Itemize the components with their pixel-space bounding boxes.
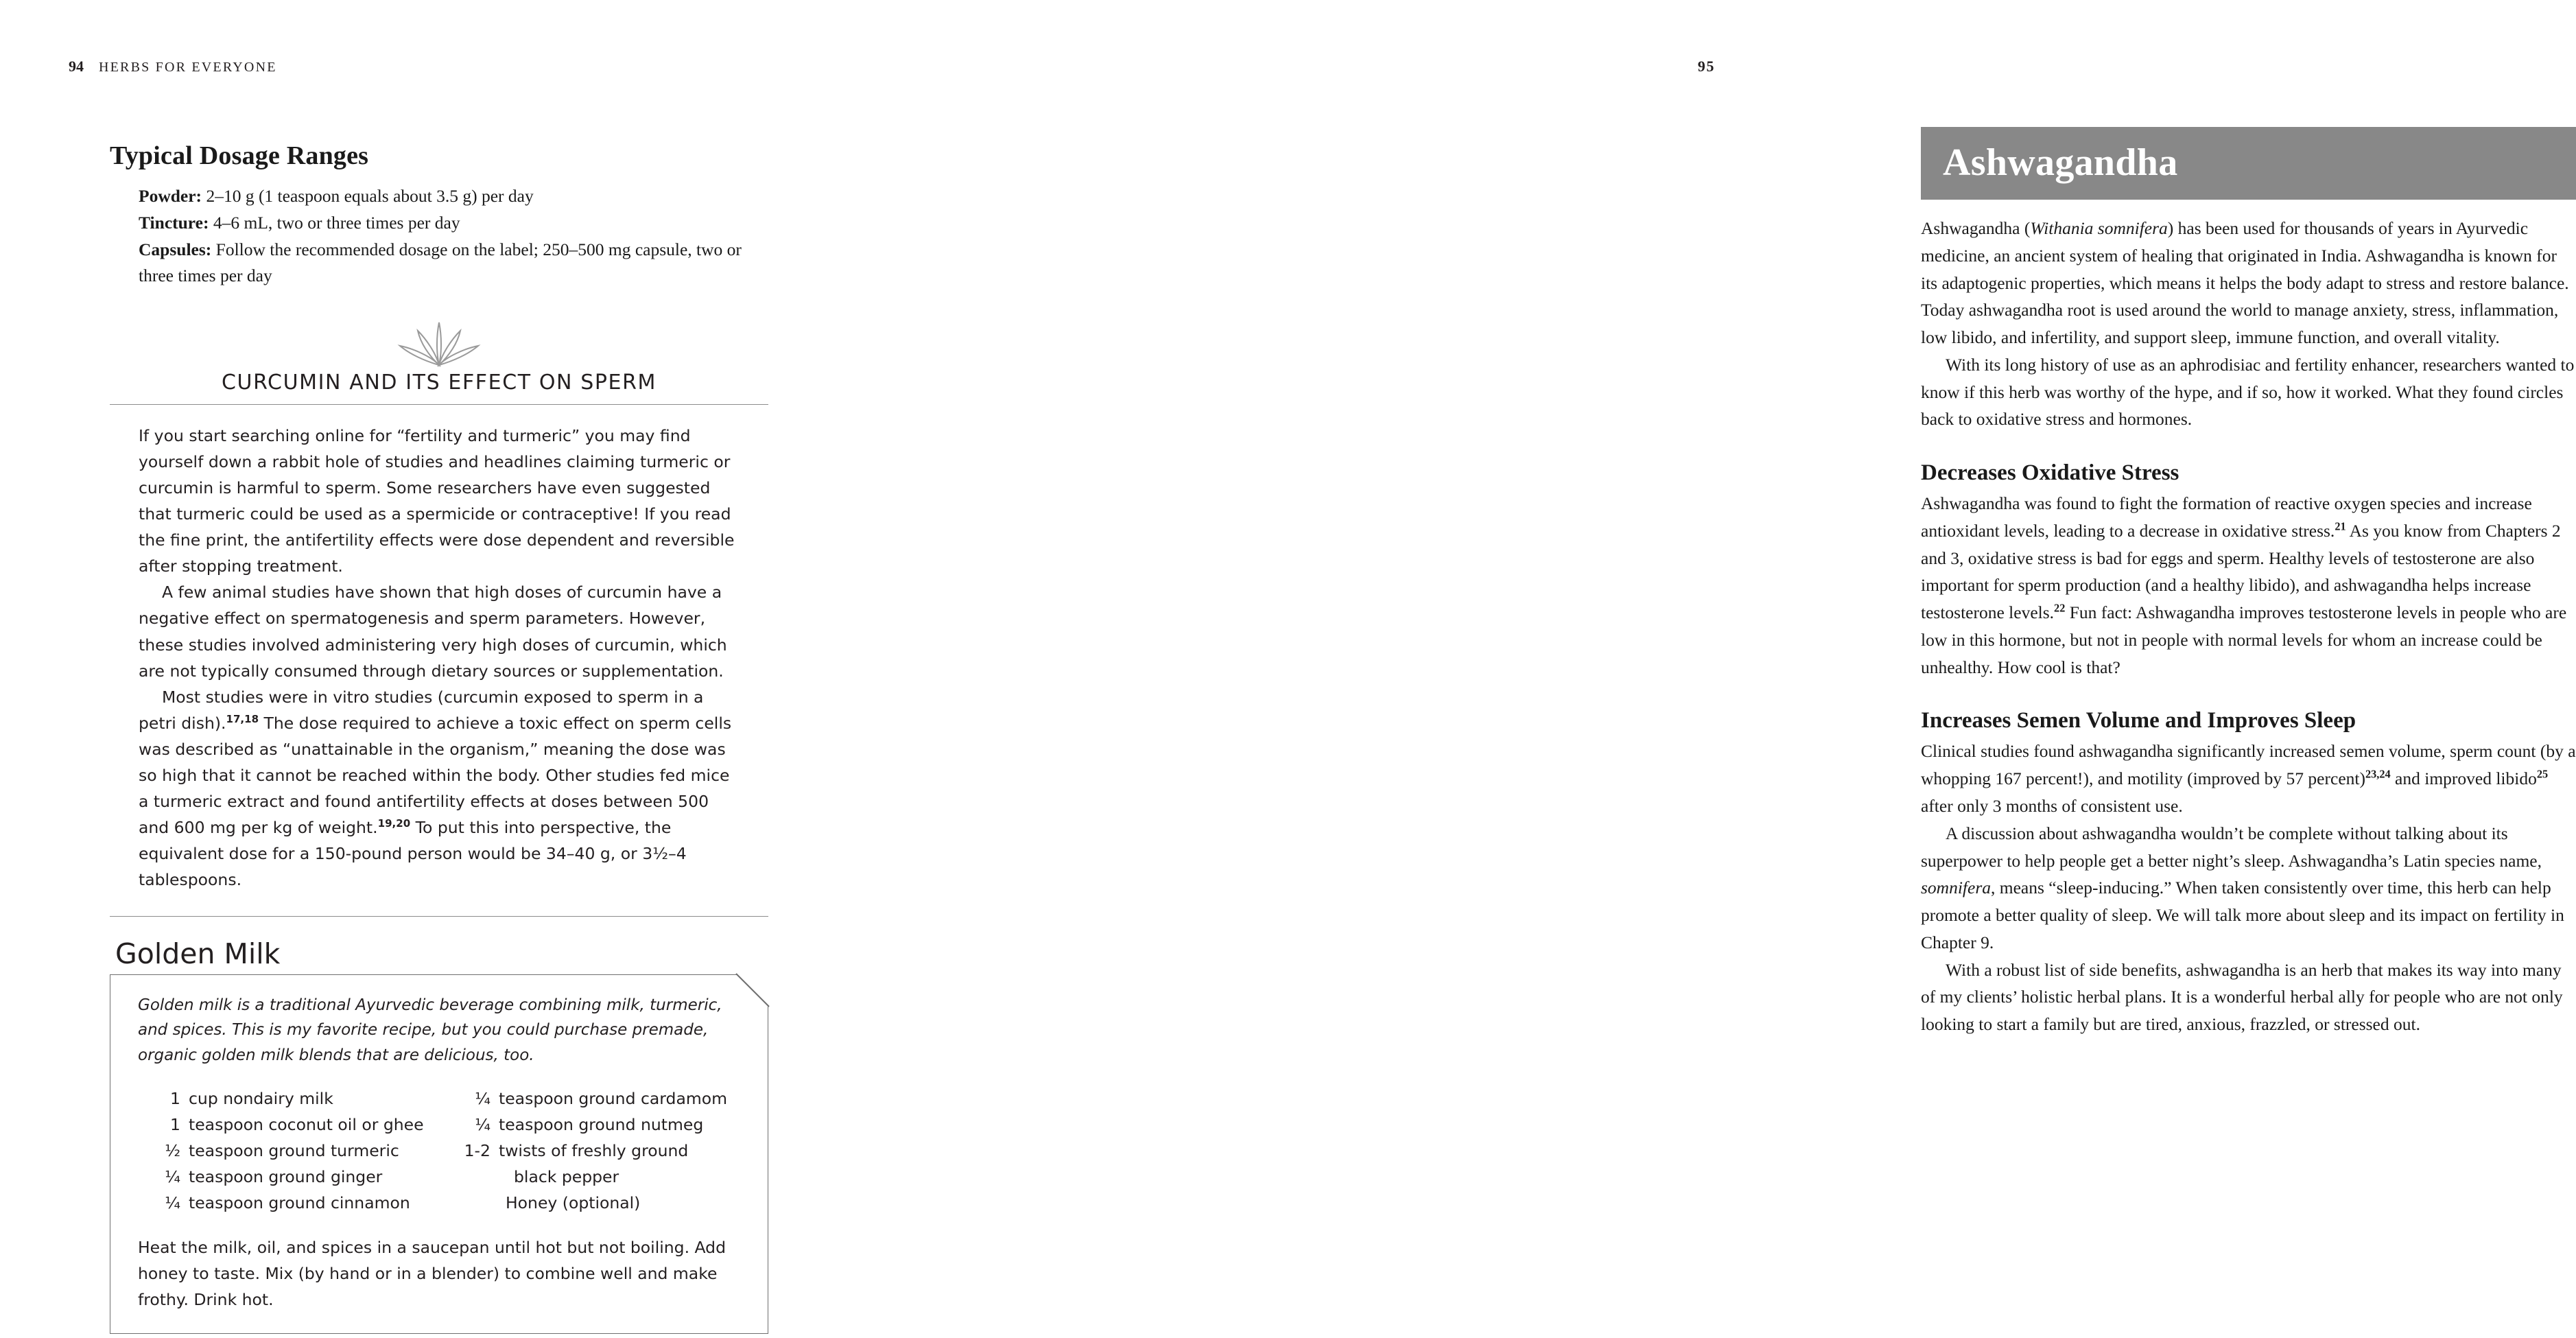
right-page-body [1921, 127, 2576, 1038]
ingredient-name: Honey (optional) [506, 1193, 641, 1213]
ingredient-row [448, 1190, 744, 1216]
section-text-run: Clinical studies found ashwagandha significantly increased semen volume, sperm count (by a whopping 167 percent!), and motility (improved by 57 percent) [1921, 741, 2576, 789]
ingredient-row [138, 1112, 434, 1138]
left-page [0, 0, 892, 1338]
section-text-run: and improved libido [2390, 768, 2537, 789]
footnote-ref: 17,18 [226, 712, 259, 725]
page-number-left: 94 [69, 58, 84, 75]
left-page-body [110, 141, 768, 1334]
dosage-item [139, 183, 768, 210]
section-body-semen-volume [1921, 738, 2576, 1037]
sidebar-paragraph [139, 684, 744, 893]
sidebar-paragraph: If you start searching online for “fertility and turmeric” you may find yourself down a rabbit hole of studies and headlines claiming turmeric or curcumin is harmful to sperm. Some researchers have even suggested that turmeric could be used as a spermicide or contraceptive! If you read the fine print, the antifertility effects were dose dependent and reversible after stopping treatment. [139, 426, 735, 576]
recipe-intro: Golden milk is a traditional Ayurvedic beverage combining milk, turmeric, and spices. This is my favorite recipe, but you could purchase premade, organic golden milk blends that are delicious, too. [138, 996, 722, 1064]
running-head-right [1698, 58, 1715, 75]
ingredient-row [138, 1164, 434, 1190]
recipe-block [110, 937, 768, 1334]
footnote-ref: 23,24 [2365, 767, 2391, 781]
section-paragraph [1921, 738, 2576, 819]
ingredient-quantity: ¼ [475, 1115, 491, 1135]
page-number-right: 95 [1697, 58, 1715, 75]
book-title-running-head: HERBS FOR EVERYONE [99, 60, 277, 75]
ingredient-row [448, 1164, 744, 1190]
footnote-ref: 19,20 [377, 817, 411, 830]
ingredient-row [138, 1085, 434, 1112]
ingredient-name: black pepper [514, 1167, 619, 1187]
lotus-leaf-ornament [394, 317, 484, 366]
section-paragraph: With a robust list of side benefits, ashwagandha is an herb that makes its way into many of my clients’ holistic herbal plans. It is a wonderful herbal ally for people who are not only looking to start a family but are tired, anxious, frazzled, or stressed out. [1921, 959, 2563, 1035]
ingredient-name: teaspoon ground ginger [189, 1167, 383, 1187]
ingredient-quantity: ¼ [165, 1193, 180, 1213]
recipe-title: Golden Milk [115, 937, 281, 971]
sidebar-paragraph: A few animal studies have shown that high doses of curcumin have a negative effect on spermatogenesis and sperm parameters. However, these studies involved administering very high doses of curcumin, which are not typically consumed through dietary sources or supplementation. [139, 583, 727, 681]
dosage-list [110, 183, 768, 290]
dosage-item-value: 4–6 mL, two or three times per day [209, 212, 460, 233]
ingredient-name: teaspoon ground cinnamon [189, 1193, 410, 1213]
ingredient-quantity: ¼ [165, 1167, 180, 1187]
ingredient-quantity: ¼ [475, 1089, 491, 1109]
intro-text-run: Ashwagandha ( [1921, 218, 2031, 238]
sidebar-heading: CURCUMIN AND ITS EFFECT ON SPERM [221, 371, 657, 395]
section-heading-semen-volume: Increases Semen Volume and Improves Sleep [1921, 708, 2356, 733]
sidebar-rule-bottom [110, 916, 768, 917]
section-text-run: , means “sleep-inducing.” When taken consistently over time, this herb can help promote a better quality of sleep. We will talk more about sleep and its impact on fertility in Chapter 9. [1921, 878, 2564, 952]
section-text-run: after only 3 months of consistent use. [1921, 796, 2183, 817]
sidebar-text [110, 423, 768, 893]
ingredient-name: cup nondairy milk [189, 1089, 333, 1109]
recipe-method: Heat the milk, oil, and spices in a saucepan until hot but not boiling. Add honey to taste. Mix (by hand or in a blender) to combine well and make frothy. Drink hot. [138, 1238, 726, 1309]
ingredient-quantity: 1 [170, 1089, 180, 1109]
ingredient-name: teaspoon ground cardamom [499, 1089, 728, 1109]
intro-paragraph: With its long history of use as an aphrodisiac and fertility enhancer, researchers wanted to know if this herb was worthy of the hype, and if so, how it worked. What they found circles back to oxidative stress and hormones. [1921, 354, 2575, 430]
section-paragraph [1921, 490, 2576, 681]
section-text-run: Fun fact: Ashwagandha improves testosterone levels in people who are low in this hormone, but not in people with normal levels for whom an increase could be unhealthy. How cool is that? [1921, 602, 2567, 677]
chapter-intro [1921, 215, 2576, 433]
chapter-title-banner: Ashwagandha [1921, 127, 2576, 200]
ingredient-name: teaspoon ground nutmeg [499, 1115, 704, 1135]
ingredient-name: twists of freshly ground [499, 1141, 689, 1161]
ingredient-name: teaspoon ground turmeric [189, 1141, 399, 1161]
ingredient-row [448, 1138, 744, 1164]
right-page [892, 0, 2576, 1338]
ingredient-row [448, 1085, 744, 1112]
dosage-item-label: Capsules: [139, 239, 212, 259]
ingredient-column-2 [448, 1085, 744, 1216]
ingredient-column-1 [138, 1085, 434, 1216]
dosage-item-value: 2–10 g (1 teaspoon equals about 3.5 g) per day [202, 186, 534, 206]
footnote-ref: 22 [2054, 601, 2066, 615]
recipe-card [110, 974, 768, 1334]
latin-species-name: Withania somnifera [2030, 218, 2168, 238]
ingredient-row [138, 1190, 434, 1216]
ingredient-quantity: 1 [170, 1115, 180, 1135]
intro-paragraph [1921, 215, 2576, 351]
latin-species-name: somnifera [1921, 878, 1991, 898]
sidebar-text-run: Most studies were in vitro studies (curcumin exposed to sperm in a petri dish). [139, 687, 704, 733]
dosage-item-value: Follow the recommended dosage on the label; 250–500 mg capsule, two or three times per day [139, 239, 742, 286]
dosage-heading: Typical Dosage Ranges [110, 141, 369, 170]
ingredient-name: teaspoon coconut oil or ghee [189, 1115, 424, 1135]
dosage-item-label: Powder: [139, 186, 202, 206]
section-heading-oxidative-stress: Decreases Oxidative Stress [1921, 460, 2179, 486]
sidebar-rule-top [110, 404, 768, 405]
intro-text-run: ) has been used for thousands of years in Ayurvedic medicine, an ancient system of healing that originated in India. Ashwagandha is known for its adaptogenic properties, which means it helps the body adapt to stress and restore balance. Today ashwagandha root is used around the world to manage anxiety, stress, inflammation, low libido, and infertility, and support sleep, immune function, and overall vitality. [1921, 218, 2569, 348]
sidebar-text-run: To put this into perspective, the equivalent dose for a 150-pound person would be 34–40 g, or 3½–4 tablespoons. [139, 817, 687, 890]
section-text-run: A discussion about ashwagandha wouldn’t be complete without talking about its superpower to help people get a better night’s sleep. Ashwagandha’s Latin species name, [1921, 823, 2542, 871]
section-text-run: As you know from Chapters 2 and 3, oxidative stress is bad for eggs and sperm. Healthy levels of testosterone are also important for sperm production (and a healthy libido), and ashwagandha helps increase testosterone levels. [1921, 520, 2561, 623]
footnote-ref: 25 [2536, 767, 2549, 781]
footnote-ref: 21 [2335, 519, 2346, 533]
dog-ear-corner-icon [736, 974, 769, 1007]
dosage-item [139, 237, 768, 290]
section-body-oxidative-stress [1921, 490, 2576, 681]
sidebar-text-run: The dose required to achieve a toxic effect on sperm cells was described as “unattainable in the organism,” meaning the dose was so high that it cannot be reached within the body. Other studies fed mice a turmeric extract and found antifertility effects at doses between 500 and 600 mg per kg of weight. [139, 713, 732, 837]
ingredient-quantity: ½ [165, 1141, 180, 1161]
ingredient-row [448, 1112, 744, 1138]
dosage-item [139, 210, 768, 237]
section-text-run: Ashwagandha was found to fight the formation of reactive oxygen species and increase antioxidant levels, leading to a decrease in oxidative stress. [1921, 493, 2532, 541]
section-paragraph [1921, 820, 2576, 956]
running-head-left [69, 58, 277, 75]
ingredient-list [138, 1085, 744, 1216]
dosage-item-label: Tincture: [139, 212, 209, 233]
ingredient-row [138, 1138, 434, 1164]
ingredient-quantity: 1-2 [464, 1141, 491, 1161]
